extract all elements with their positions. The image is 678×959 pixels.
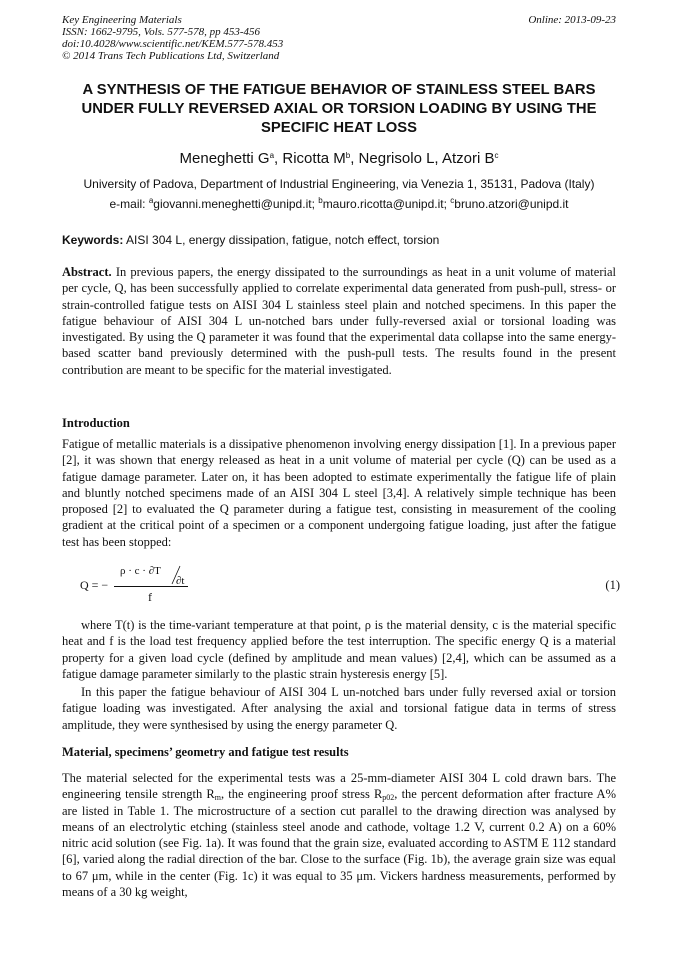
equation-number: (1) <box>605 578 620 592</box>
abstract <box>62 264 616 378</box>
email-address[interactable]: giovanni.meneghetti@unipd.it; <box>153 197 319 211</box>
equation-denominator: f <box>148 590 152 604</box>
equation-1 <box>80 562 620 612</box>
equation-slash <box>158 562 188 592</box>
email-address[interactable]: bruno.atzori@unipd.it <box>454 197 569 211</box>
keywords <box>62 233 616 247</box>
section-paragraph <box>62 770 616 900</box>
section-heading: Material, specimens’ geometry and fatigue test results <box>62 745 349 759</box>
abstract-label: Abstract. <box>62 265 112 279</box>
keywords-text: AISI 304 L, energy dissipation, fatigue, notch effect, torsion <box>123 233 440 247</box>
email-mark: b <box>318 196 323 205</box>
author-affil-mark: c <box>494 151 499 160</box>
author-list: Meneghetti $G^a$, Ricotta $M^b$, Negrisolo L, Atzori $B^c$ <box>179 150 499 167</box>
author-name: Meneghetti G <box>179 150 270 167</box>
keywords-label: Keywords: <box>62 233 124 247</box>
intro-paragraph: where T(t) is the time-variant temperature at that point, ρ is the material density, c is the material specific heat and f is the load test frequency applied before the test interruption. The specific energy Q is a material property for a given load cycle (defined by amplitude and mean values) [2,4], which can be assumed as a fatigue damage parameter similarly to the plastic strain hysteresis energy [5]. <box>62 618 616 681</box>
abstract-text: In previous papers, the energy dissipated to the surroundings as heat in a unit volume of material per cycle, Q, has been successfully applied to correlate experimental data generated from push-pull, stress- or strain-controlled fatigue tests on AISI 304 L stainless steel plain and notched specimens. In this paper the fatigue behaviour of AISI 304 L un-notched bars under fully-reversed axial or torsional loading was investigated. By using the Q parameter it was found that the experimental data collapse into the same energy-based scatter band previously determined with the push-pull tests. The results found in the present contribution are meant to be specific for the material investigated. <box>62 265 616 377</box>
email-label: e-mail: <box>109 197 149 211</box>
author-affil-mark: b <box>345 151 351 160</box>
email-mark: a <box>148 196 154 205</box>
issn-line: ISSN: 1662-9795, Vols. 577-578, pp 453-456 <box>62 26 260 38</box>
email-line <box>40 197 638 211</box>
section-heading: Introduction <box>62 416 130 430</box>
email-mark: c <box>450 196 455 205</box>
online-date: Online: 2013-09-23 <box>528 14 616 26</box>
intro-paragraph: In this paper the fatigue behaviour of AISI 304 L un-notched bars under fully reversed axial or torsion fatigue loading was investigated. After analysing the axial and torsional fatigue data in terms of stress amplitude, they were synthesised by using the energy parameter Q. <box>62 685 616 732</box>
text-run: , the percent deformation after fracture A% are listed in Table 1. The microstructure of a section cut parallel to the drawing direction was analysed by means of an electrolytic etching (stainless steel anode and cathode, voltage 1.2 V, current 0.2 A) on a 60% nitric acid solution (see Fig. 1a). It was found that the grain size, evaluated according to ASTM E 112 standard [6], varied along the radial direction of the bar. Close to the surface (Fig. 1b), the average grain size was equal to 67 μm, while in the center (Fig. 1c) it was equal to 35 μm. Vickers hardness measurements, performed by means of a 30 kg weight, <box>62 787 616 900</box>
paper-title: A SYNTHESIS OF THE FATIGUE BEHAVIOR OF STAINLESS STEEL BARS UNDER FULLY REVERSED AXIAL OR TORSION LOADING BY USING THE SPECIFIC HEAT LOSS <box>81 82 597 136</box>
text-run: , the engineering proof stress R <box>220 787 383 802</box>
equation-partial-t: ∂t <box>176 575 185 587</box>
doi-line: doi:10.4028/www.scientific.net/KEM.577-578.453 <box>62 38 284 50</box>
subscript: m <box>214 793 221 803</box>
text-run: The material selected for the experimental tests was a 25-mm-diameter AISI 304 L cold drawn bars. The engineering tensile strength R <box>62 771 616 802</box>
journal-name: Key Engineering Materials <box>62 14 182 26</box>
journal-header <box>62 14 616 62</box>
author-affil-mark: a <box>269 151 275 160</box>
equation-numerator: ρ · c · ∂T <box>120 565 161 577</box>
email-address[interactable]: mauro.ricotta@unipd.it; <box>322 197 451 211</box>
fraction-bar <box>114 586 188 587</box>
author-name: Ricotta M <box>282 150 346 167</box>
subscript: p02 <box>382 793 395 803</box>
intro-paragraph: Fatigue of metallic materials is a dissipative phenomenon involving energy dissipation [1]. In a previous paper [2], it was shown that energy released as heat in a unit volume of material per cycle (Q) can be used as a fatigue damage parameter. Later on, it has been adopted to estimate experimentally the fatigue life of plain and bluntly notched specimens made of an AISI 304 L steel [3,4]. A relatively simple technique has been proposed [2] to evaluated the Q parameter during a fatigue test, consisting in measurement of the cooling gradient at the critical point of a specimen or a component undergoing fatigue loading, just after the fatigue test has been stopped: <box>62 437 616 549</box>
author-name: Negrisolo L <box>358 150 435 167</box>
equation-lhs: Q = − <box>80 578 109 592</box>
affiliation: University of Padova, Department of Industrial Engineering, via Venezia 1, 35131, Padova (Italy) <box>83 177 595 191</box>
copyright-line: © 2014 Trans Tech Publications Ltd, Switzerland <box>62 50 280 62</box>
author-name: Atzori B <box>441 150 495 167</box>
